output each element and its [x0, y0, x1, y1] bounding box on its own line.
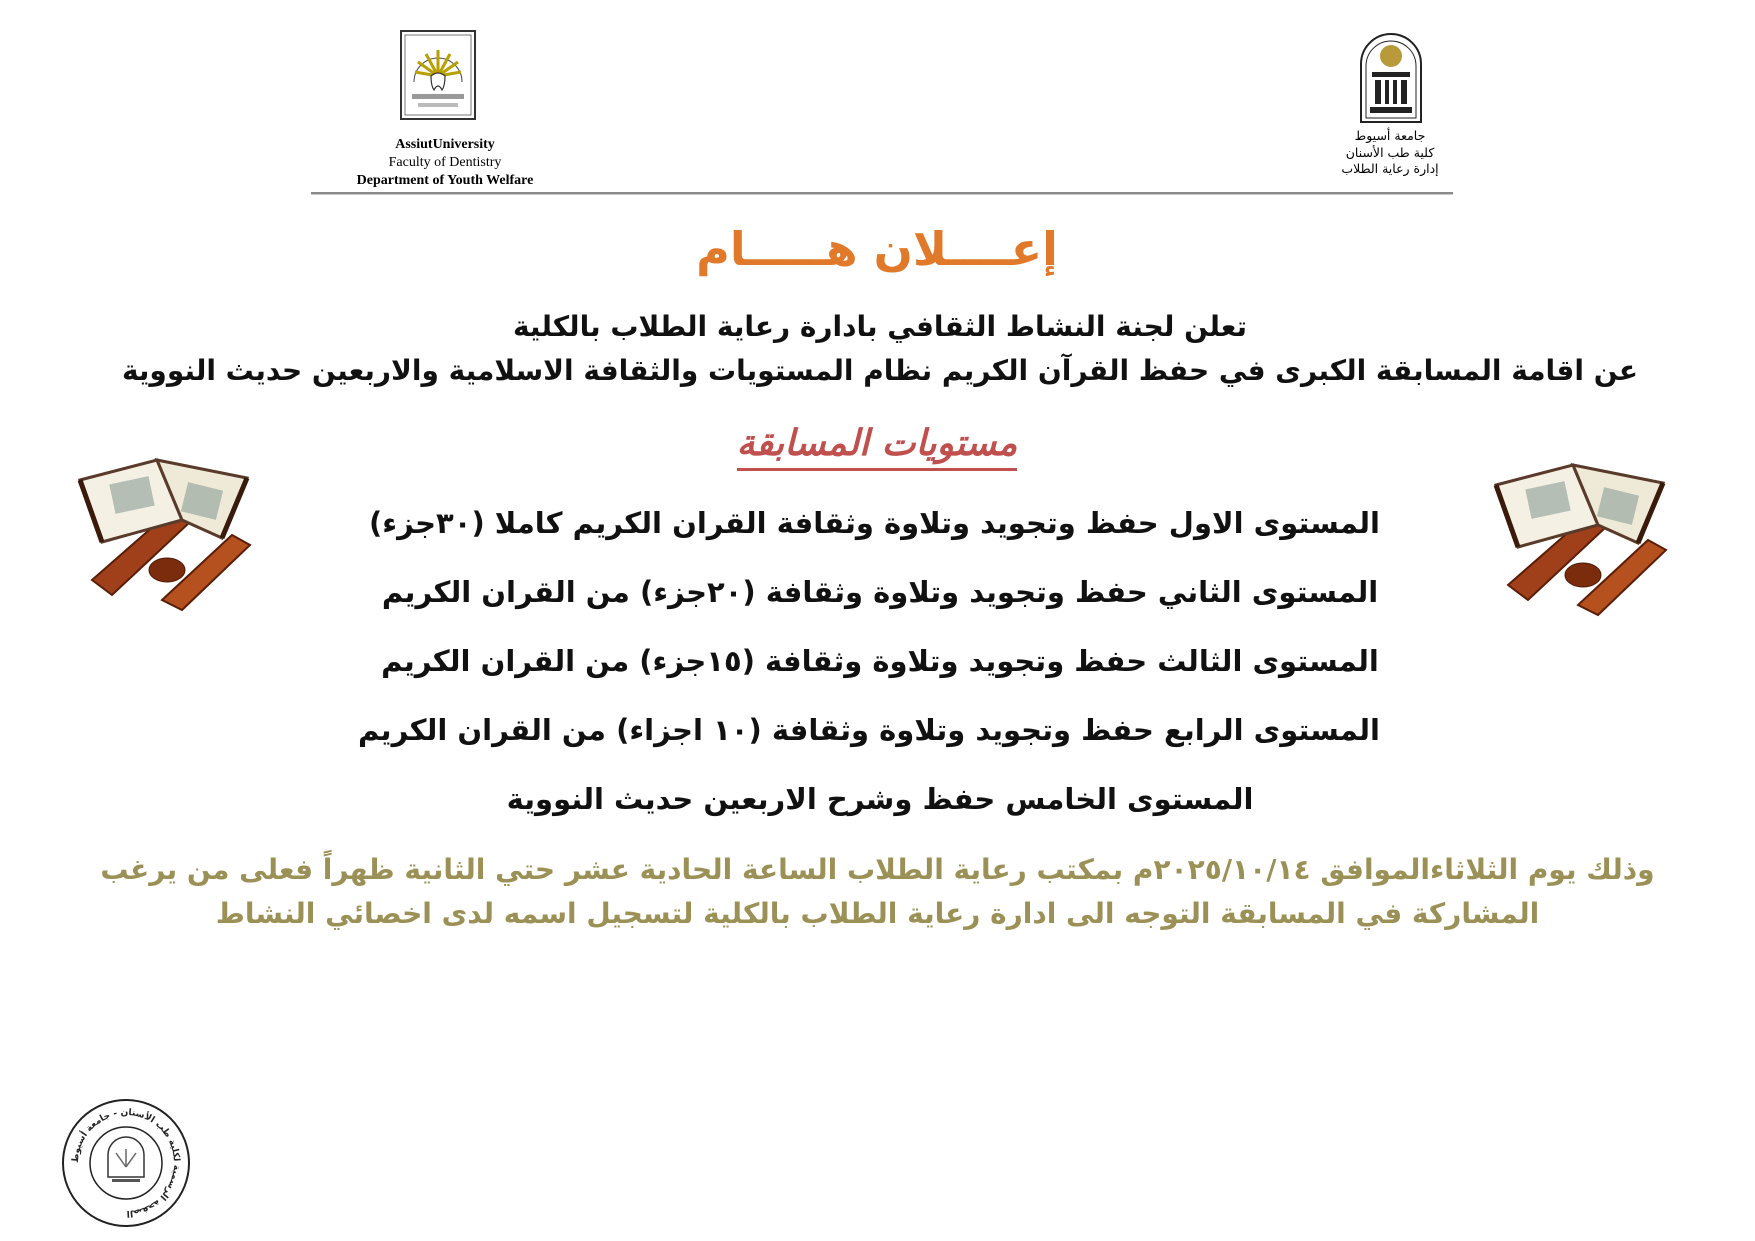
- levels-heading-text: مستويات المسابقة: [737, 423, 1018, 471]
- header-arabic: [1310, 128, 1470, 178]
- level-1: المستوى الاول حفظ وتجويد وتلاوة وثقافة القران الكريم كاملا (٣٠جزء): [369, 506, 1380, 540]
- faculty-name-en: Faculty of Dentistry: [388, 155, 502, 170]
- university-name-ar: جامعة أسيوط: [1354, 128, 1426, 143]
- note-line-1: وذلك يوم الثلاثاءالموافق ٢٠٢٥/١٠/١٤م بمكتب رعاية الطلاب الساعة الحادية عشر حتي الثانية ظهراً فعلى من يرغب: [100, 853, 1655, 886]
- quran-stand-icon: [72, 450, 272, 625]
- level-2: المستوى الثاني حفظ وتجويد وتلاوة وثقافة (٢٠جزء) من القران الكريم: [381, 575, 1379, 609]
- intro-text: [80, 305, 1680, 393]
- announcement-title: إعــــلان هـــــام: [696, 222, 1058, 276]
- intro-line-2: عن اقامة المسابقة الكبرى في حفظ القرآن الكريم نظام المستويات والثقافة الاسلامية والاربعين حديث النووية: [121, 354, 1639, 387]
- stamp-text: الصفحة الرسمية لكلية طب الأسنان - جامعة أسيوط: [70, 1107, 182, 1219]
- header-divider: [311, 192, 1453, 195]
- intro-line-1: تعلن لجنة النشاط الثقافي بادارة رعاية الطلاب بالكلية: [512, 310, 1248, 343]
- note-line-2: المشاركة في المسابقة التوجه الى ادارة رعاية الطلاب بالكلية لتسجيل اسمه لدى اخصائي النشاط: [215, 897, 1540, 930]
- department-name-en: Department of Youth Welfare: [356, 173, 534, 188]
- dentistry-faculty-logo: [400, 30, 476, 120]
- quran-stand-icon: [1488, 455, 1688, 630]
- department-name-ar: إدارة رعاية الطلاب: [1341, 161, 1439, 176]
- header-english: [300, 136, 590, 190]
- level-4: المستوى الرابع حفظ وتجويد وتلاوة وثقافة (١٠ اجزاء) من القران الكريم: [357, 713, 1380, 747]
- levels-heading: [677, 423, 1077, 471]
- faculty-name-ar: كلية طب الأسنان: [1345, 144, 1435, 160]
- level-3: المستوى الثالث حفظ وتجويد وتلاوة وثقافة (١٥جزء) من القران الكريم: [381, 644, 1379, 678]
- registration-note: [70, 848, 1685, 936]
- university-name-en: AssiutUniversity: [395, 137, 495, 152]
- assiut-university-logo: [1355, 30, 1427, 125]
- official-stamp: [60, 1097, 192, 1229]
- level-5: المستوى الخامس حفظ وشرح الاربعين حديث النووية: [506, 782, 1254, 816]
